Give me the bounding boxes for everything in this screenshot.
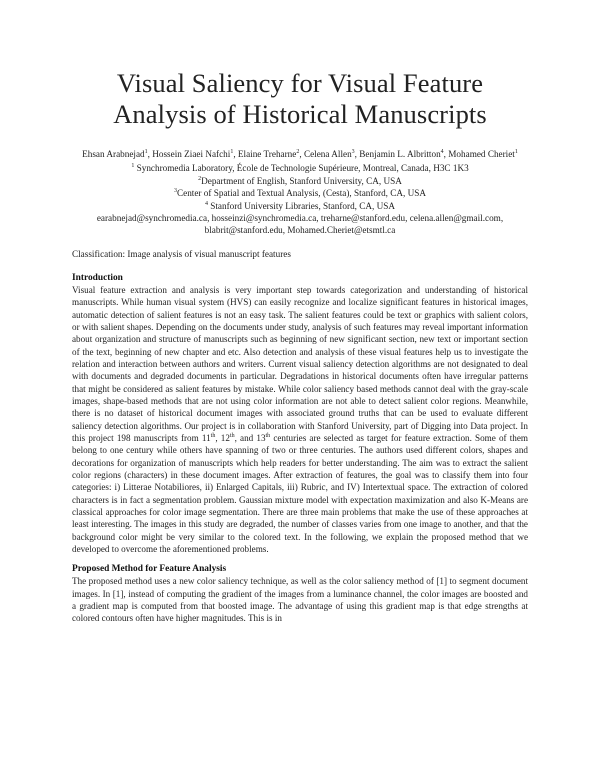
author: Ehsan Arabnejad$^1$ xyxy=(82,148,148,159)
author: Elaine Treharne$^2$ xyxy=(237,148,300,159)
affiliation: $^4$ Stanford University Libraries, Stanford, CA, USA xyxy=(204,200,396,211)
affiliation: $^3$Center of Spatial and Textual Analysis, (Cesta), Stanford, CA, USA xyxy=(174,188,426,199)
section-heading: Introduction xyxy=(72,272,123,283)
affiliation: $^2$Department of English, Stanford University, CA, USA xyxy=(198,175,402,186)
email-list xyxy=(72,212,528,237)
classification: Classification: Image analysis of visual manuscript features xyxy=(72,248,291,259)
affiliation: $^1$ Synchromedia Laboratory, École de Technologie Supérieure, Montreal, Canada, H3C 1K3 xyxy=(131,163,469,174)
author: Celena Allen$^3$ xyxy=(303,148,355,159)
section-proposed-method xyxy=(72,564,528,624)
author: Benjamin L. Albritton$^4$ xyxy=(359,148,444,159)
author: Mohamed Cheriet$^1$ xyxy=(448,148,518,159)
section-heading: Proposed Method for Feature Analysis xyxy=(72,564,227,575)
paper-title: Visual Saliency for Visual Feature Analysis of Historical Manuscripts xyxy=(113,68,487,129)
email-line: blabrit@stanford.edu, Mohamed.Cheriet@etsmtl.ca xyxy=(204,225,396,236)
body-paragraph: The proposed method uses a new color saliency technique, as well as the color saliency method of [1] to segment document images. In [1], instead of computing the gradient of the images from a luminance channel, the color images are boosted and a gradient map is computed from that boosted image. The advantage of using this gradient map is that edge strengths at colored contours often have higher magnitudes. This is in xyxy=(72,576,528,624)
section-introduction xyxy=(72,273,528,556)
email-line: earabnejad@synchromedia.ca, hosseinzi@synchromedia.ca, treharne@stanford.edu, celena.allen@gmail.com, xyxy=(96,213,504,224)
author-list: Ehsan Arabnejad$^1$, Hossein Ziaei Nafchi$^1$, Elaine Treharne$^2$, Celena Allen$^3$, Benjamin L. Albritton$^4$, Mohamed Cheriet$^1$ xyxy=(82,148,518,159)
affiliation-list xyxy=(72,162,528,212)
body-paragraph: Visual feature extraction and analysis is very important step towards categorization and understanding of historical manuscripts. While human visual system (HVS) can easily recognize and localize significant features in historical images, automatic detection of salient features is not an easy task. The salient features could be text or graphics with salient colors, or with salient shapes. Depending on the documents under study, analysis of such features may reveal important information about organization and structure of manuscripts such as beginning of new significant section, new text or important section of the text, beginning of new chapter and etc. Also detection and analysis of these visual features help us to investigate the relation and interaction between authors and writers. Current visual saliency detection algorithms are not designated to deal with documents and degraded documents in particular. Degradations in historical documents often have irregular patterns that might be considered as salient features by mistake. While color saliency based methods cannot deal with the gray-scale images, shape-based methods that are not using color information are not able to detect salient color regions. Meanwhile, there is no dataset of historical document images with associated ground truths that can be used to evaluate different saliency detection algorithms. Our project is in collaboration with Stanford University, part of Digging into Data project. In this project 198 manuscripts from 11th, 12th, and 13th centuries are selected as target for feature extraction. Some of them belong to one century while others have spanning of two or three centuries. The authors used different colors, shapes and decorations for organization of manuscripts which help readers for better understanding. The aim was to extract the salient color regions (characters) in these document images. After extraction of features, the goal was to classify them into four categories: i) Litterae Notabiliores, ii) Enlarged Capitals, iii) Rubric, and IV) Intertextual space. The extraction of colored characters is in fact a segmentation problem. Gaussian mixture model with expectation maximization and also K-Means are classical approaches for color image segmentation. There are three main problems that make the use of these approaches at least interesting. The images in this study are degraded, the number of classes varies from one image to another, and that the background color might be very similar to the colored text. In the following, we explain the proposed method that we developed to overcome the aforementioned problems. xyxy=(72,284,528,555)
author: Hossein Ziaei Nafchi$^1$ xyxy=(152,148,234,159)
